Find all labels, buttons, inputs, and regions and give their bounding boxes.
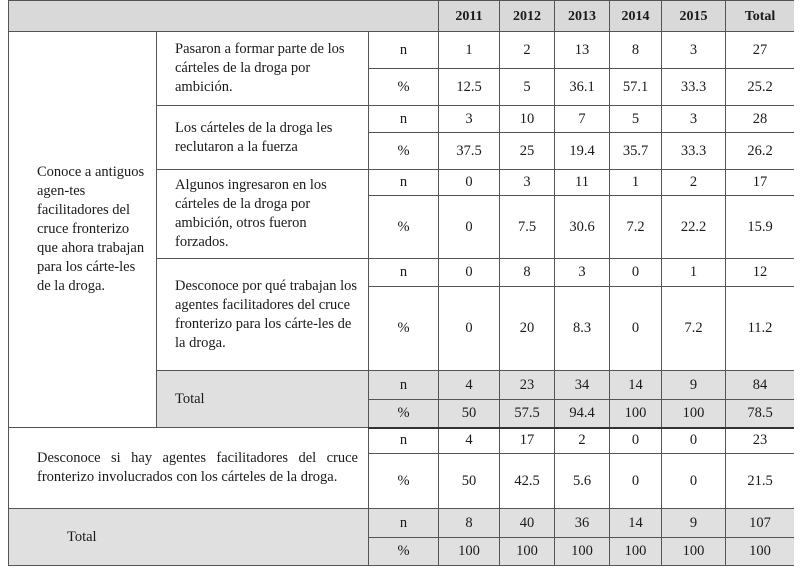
cell: 30.6 bbox=[555, 196, 610, 259]
cell: 7.2 bbox=[610, 196, 662, 259]
subgroup-label: Algunos ingresaron en los cárteles de la droga por ambición, otros fueron forzados. bbox=[157, 170, 369, 259]
cell-total: 21.5 bbox=[726, 454, 794, 509]
cell: 5.6 bbox=[555, 454, 610, 509]
cell: 37.5 bbox=[439, 133, 500, 170]
cell-total: 15.9 bbox=[726, 196, 794, 259]
cell: 3 bbox=[555, 259, 610, 287]
header-blank-cell bbox=[9, 1, 439, 32]
cell: 4 bbox=[439, 371, 500, 400]
cell-total: 78.5 bbox=[726, 400, 794, 428]
cell-total: 11.2 bbox=[726, 287, 794, 371]
stat-label: % bbox=[369, 538, 439, 566]
cell: 7.2 bbox=[662, 287, 726, 371]
cell: 2 bbox=[500, 32, 555, 69]
cell: 23 bbox=[500, 371, 555, 400]
cell: 0 bbox=[662, 454, 726, 509]
header-total: Total bbox=[726, 1, 794, 32]
cell: 36 bbox=[555, 509, 610, 538]
header-year: 2011 bbox=[439, 1, 500, 32]
cell: 94.4 bbox=[555, 400, 610, 428]
cell: 1 bbox=[610, 170, 662, 196]
cell: 33.3 bbox=[662, 133, 726, 170]
cell-total: 107 bbox=[726, 509, 794, 538]
stat-label: n bbox=[369, 428, 439, 454]
cell: 11 bbox=[555, 170, 610, 196]
header-year: 2012 bbox=[500, 1, 555, 32]
cell: 7.5 bbox=[500, 196, 555, 259]
row-group-1-label: Conoce a antiguos agen-tes facilitadores del cruce fronterizo que ahora trabajan para los cárte-les de la droga. bbox=[9, 32, 157, 428]
stat-label: n bbox=[369, 106, 439, 133]
cell: 35.7 bbox=[610, 133, 662, 170]
cell: 2 bbox=[662, 170, 726, 196]
stat-label: n bbox=[369, 509, 439, 538]
header-year: 2013 bbox=[555, 1, 610, 32]
header-row bbox=[9, 1, 795, 32]
cell: 8.3 bbox=[555, 287, 610, 371]
subtotal-label: Total bbox=[157, 371, 369, 428]
cell: 12.5 bbox=[439, 69, 500, 106]
cell: 100 bbox=[439, 538, 500, 566]
header-year: 2015 bbox=[662, 1, 726, 32]
cell: 100 bbox=[662, 400, 726, 428]
cell: 14 bbox=[610, 509, 662, 538]
cell: 17 bbox=[500, 428, 555, 454]
cell-total: 28 bbox=[726, 106, 794, 133]
cell-total: 17 bbox=[726, 170, 794, 196]
cell: 20 bbox=[500, 287, 555, 371]
cell: 34 bbox=[555, 371, 610, 400]
stat-label: % bbox=[369, 400, 439, 428]
cell: 100 bbox=[662, 538, 726, 566]
cell: 9 bbox=[662, 371, 726, 400]
cell: 0 bbox=[610, 454, 662, 509]
survey-table bbox=[8, 0, 794, 566]
table-row bbox=[9, 32, 795, 69]
stat-label: n bbox=[369, 170, 439, 196]
cell: 0 bbox=[439, 259, 500, 287]
cell: 57.1 bbox=[610, 69, 662, 106]
stat-label: n bbox=[369, 259, 439, 287]
cell: 100 bbox=[555, 538, 610, 566]
row-group-2-label: Desconoce si hay agentes facilitadores del cruce fronterizo involucrados con los cárteles de la droga. bbox=[9, 428, 369, 509]
stat-label: % bbox=[369, 196, 439, 259]
cell: 0 bbox=[610, 287, 662, 371]
cell: 19.4 bbox=[555, 133, 610, 170]
grand-total-row bbox=[9, 509, 795, 538]
stat-label: % bbox=[369, 133, 439, 170]
cell: 25 bbox=[500, 133, 555, 170]
cell: 0 bbox=[439, 287, 500, 371]
cell: 5 bbox=[500, 69, 555, 106]
cell: 100 bbox=[610, 538, 662, 566]
cell: 3 bbox=[500, 170, 555, 196]
stat-label: % bbox=[369, 287, 439, 371]
stat-label: % bbox=[369, 454, 439, 509]
cell: 0 bbox=[610, 259, 662, 287]
cell: 0 bbox=[439, 170, 500, 196]
stat-label: % bbox=[369, 69, 439, 106]
cell: 9 bbox=[662, 509, 726, 538]
cell: 10 bbox=[500, 106, 555, 133]
cell: 1 bbox=[439, 32, 500, 69]
cell: 8 bbox=[439, 509, 500, 538]
cell: 4 bbox=[439, 428, 500, 454]
cell-total: 12 bbox=[726, 259, 794, 287]
cell: 22.2 bbox=[662, 196, 726, 259]
subgroup-label: Los cárteles de la droga les reclutaron a la fuerza bbox=[157, 106, 369, 170]
cell: 1 bbox=[662, 259, 726, 287]
cell: 14 bbox=[610, 371, 662, 400]
cell-total: 26.2 bbox=[726, 133, 794, 170]
cell: 7 bbox=[555, 106, 610, 133]
table-row bbox=[9, 428, 795, 454]
cell: 8 bbox=[500, 259, 555, 287]
cell: 0 bbox=[439, 196, 500, 259]
subgroup-label: Desconoce por qué trabajan los agentes facilitadores del cruce fronterizo para los cárte-les de la droga. bbox=[157, 259, 369, 371]
cell: 33.3 bbox=[662, 69, 726, 106]
cell: 50 bbox=[439, 454, 500, 509]
cell: 0 bbox=[662, 428, 726, 454]
cell-total: 25.2 bbox=[726, 69, 794, 106]
cell-total: 23 bbox=[726, 428, 794, 454]
cell: 42.5 bbox=[500, 454, 555, 509]
cell: 100 bbox=[610, 400, 662, 428]
cell: 2 bbox=[555, 428, 610, 454]
survey-table-container bbox=[8, 0, 794, 580]
cell: 3 bbox=[662, 32, 726, 69]
grand-total-label: Total bbox=[9, 509, 369, 566]
cell: 3 bbox=[662, 106, 726, 133]
cell: 57.5 bbox=[500, 400, 555, 428]
cell: 13 bbox=[555, 32, 610, 69]
cell-total: 100 bbox=[726, 538, 794, 566]
cell: 8 bbox=[610, 32, 662, 69]
cell-total: 84 bbox=[726, 371, 794, 400]
header-year: 2014 bbox=[610, 1, 662, 32]
cell: 5 bbox=[610, 106, 662, 133]
cell: 3 bbox=[439, 106, 500, 133]
stat-label: n bbox=[369, 32, 439, 69]
cell: 36.1 bbox=[555, 69, 610, 106]
cell: 0 bbox=[610, 428, 662, 454]
subgroup-label: Pasaron a formar parte de los cárteles de la droga por ambición. bbox=[157, 32, 369, 106]
cell: 50 bbox=[439, 400, 500, 428]
stat-label: n bbox=[369, 371, 439, 400]
cell: 40 bbox=[500, 509, 555, 538]
cell-total: 27 bbox=[726, 32, 794, 69]
cell: 100 bbox=[500, 538, 555, 566]
